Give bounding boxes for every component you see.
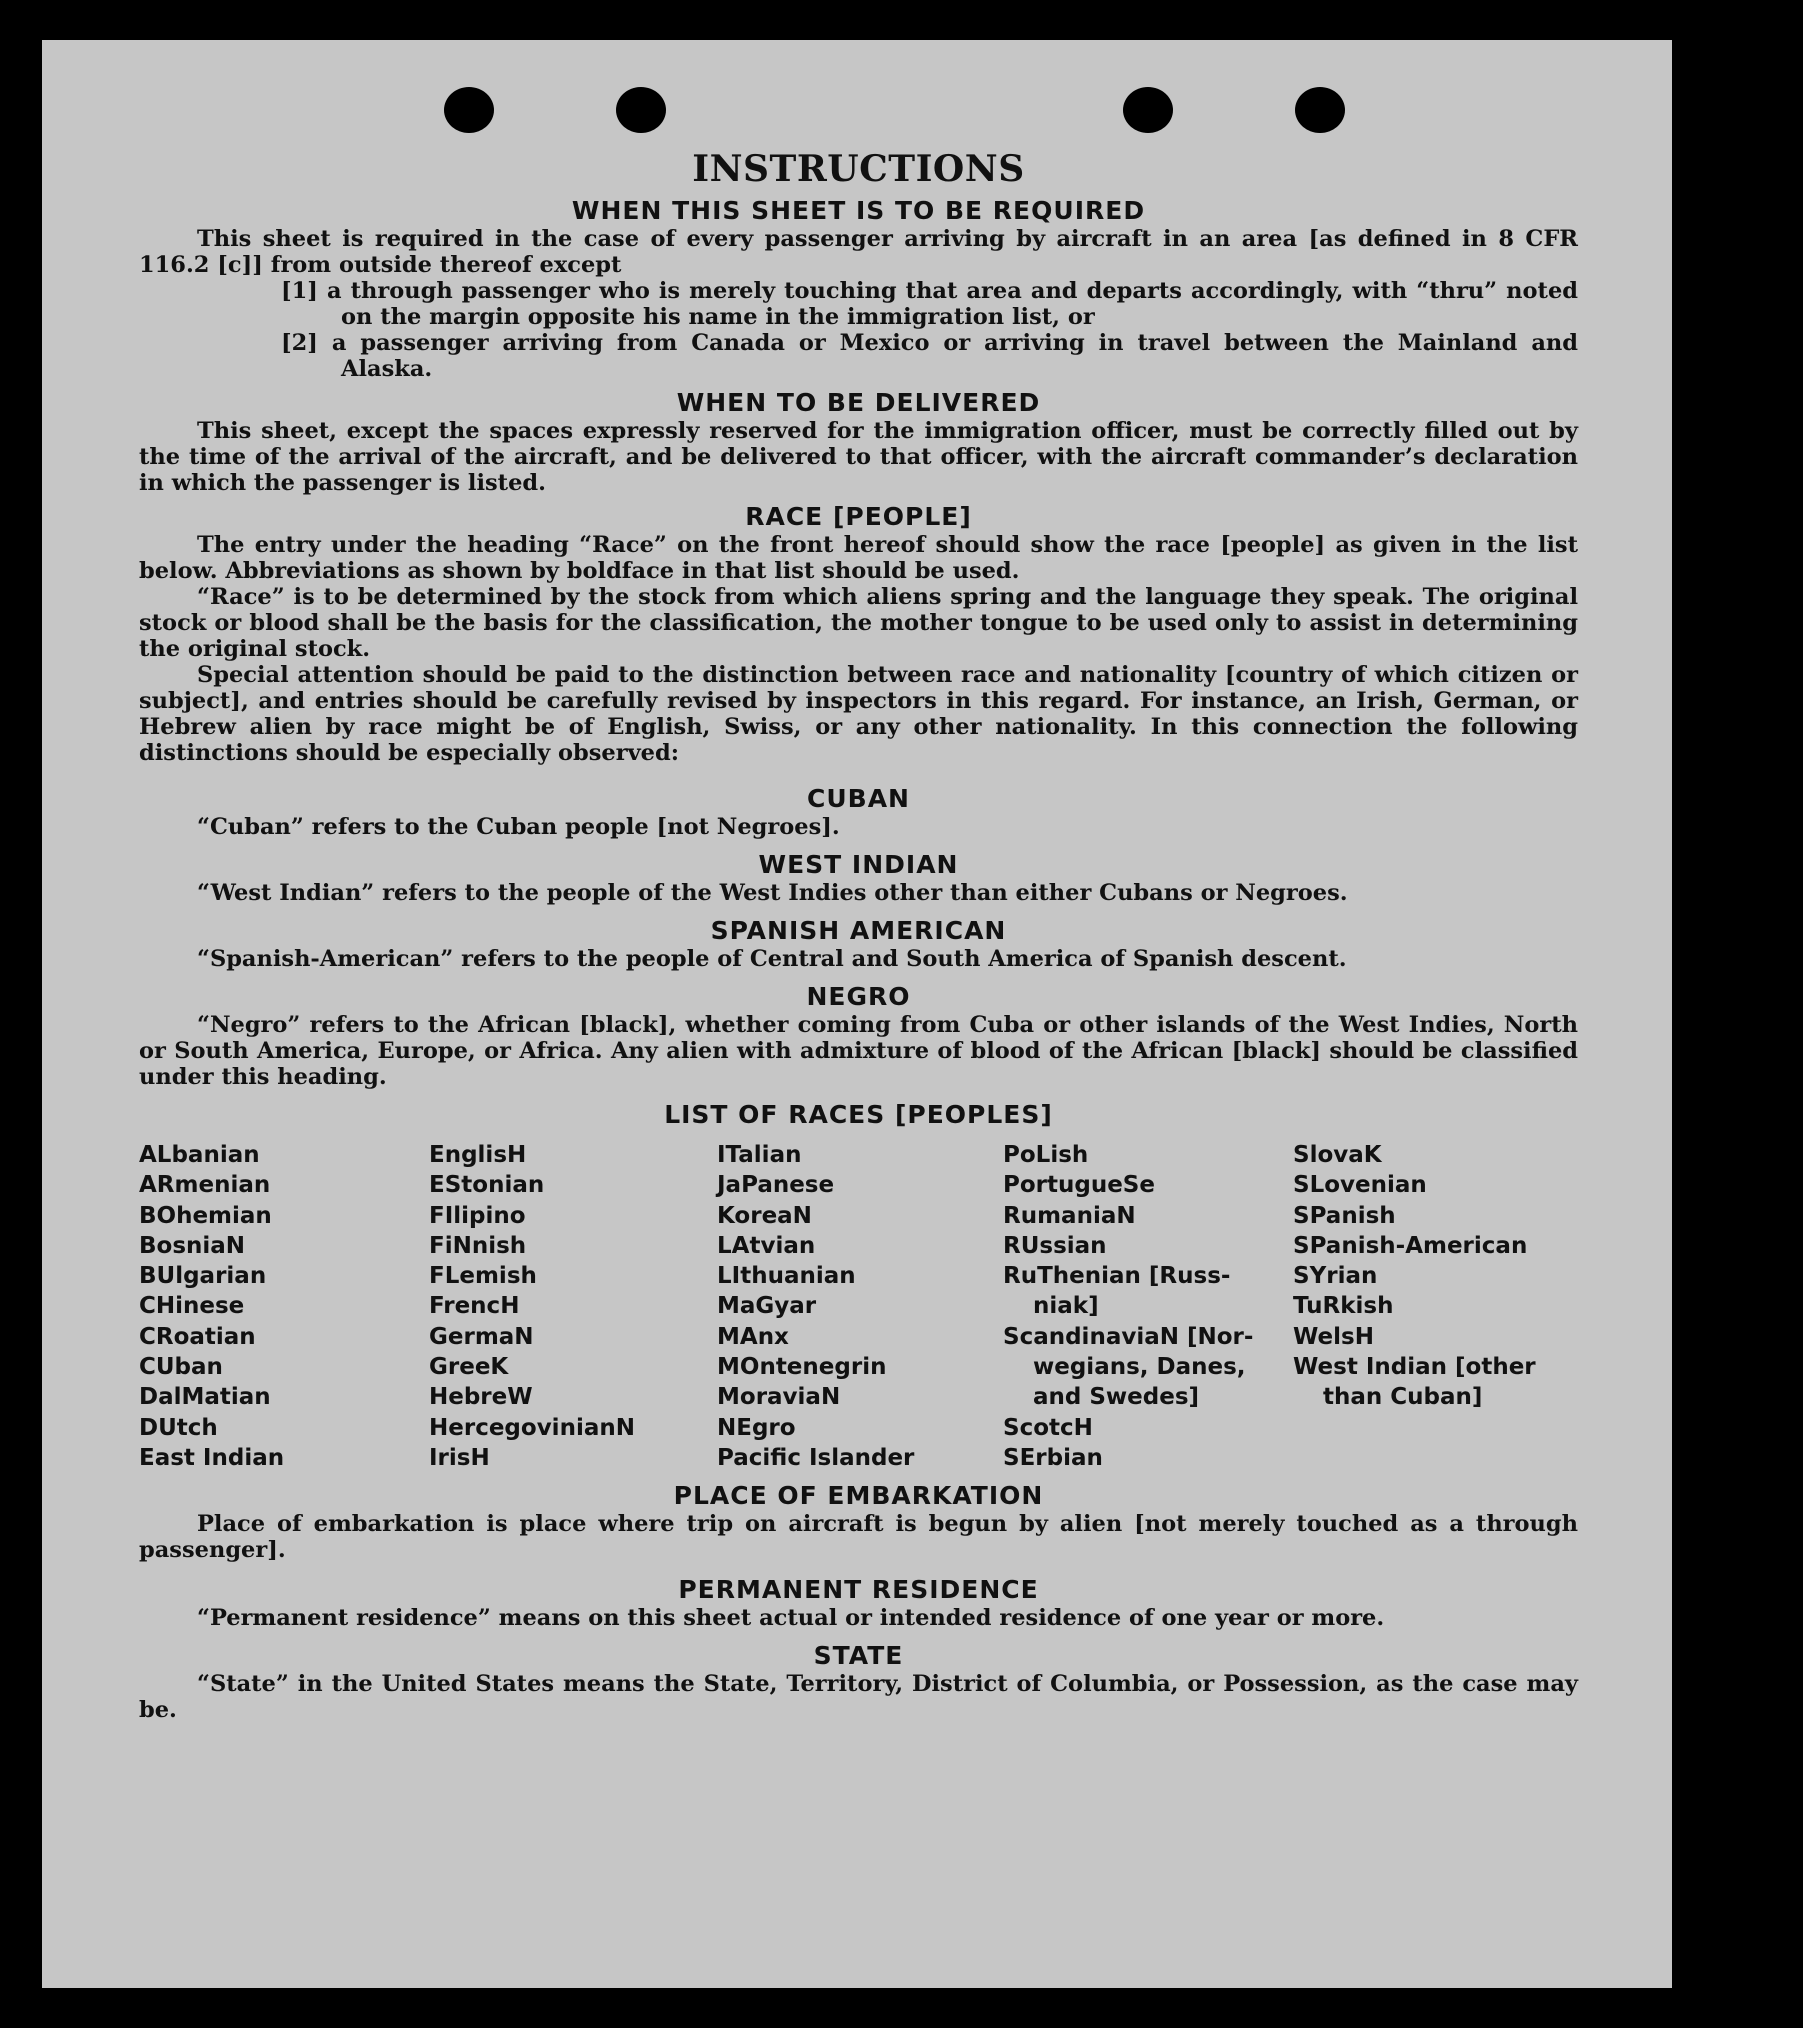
heading-state: STATE: [813, 1641, 904, 1671]
race-item: SErbian: [1003, 1444, 1103, 1471]
embarkation-text: Place of embarkation is place where trip on aircraft is begun by alien [not merely touched as a through passenger].: [139, 1511, 1578, 1564]
race-item: DalMatian: [139, 1384, 271, 1411]
race-item: EnglisH: [429, 1142, 527, 1168]
race-item: NEgro: [717, 1414, 796, 1441]
race-item: FiNnish: [429, 1232, 527, 1259]
race-item: and Swedes]: [1033, 1384, 1200, 1411]
race-item: CRoatian: [139, 1323, 256, 1350]
race-item: LIthuanian: [717, 1263, 856, 1290]
required-item-1: [1] a through passenger who is merely touching that area and departs accordingly, with “thru” noted on the margin opposite his name in the immigration list, or: [281, 278, 1578, 330]
race-item: HebreW: [429, 1384, 533, 1411]
race-item: ScandinaviaN [Nor-: [1003, 1323, 1254, 1350]
race-item: RUssian: [1003, 1232, 1107, 1259]
race-item: KoreaN: [717, 1202, 812, 1229]
race-item: RuThenian [Russ-: [1003, 1263, 1231, 1290]
instructions-body: [139, 148, 1578, 1723]
race-item: FIlipino: [429, 1202, 526, 1229]
race-item: MaGyar: [717, 1293, 817, 1320]
state-text: “State” in the United States means the State, Territory, District of Columbia, or Possession, as the case may be.: [139, 1671, 1578, 1724]
page-title: INSTRUCTIONS: [692, 148, 1025, 190]
race-item: ALbanian: [139, 1142, 260, 1168]
cuban-text: “Cuban” refers to the Cuban people [not Negroes].: [197, 814, 840, 840]
race-item: BOhemian: [139, 1202, 272, 1229]
race-item: SLovenian: [1293, 1172, 1427, 1199]
permanent-residence-text: “Permanent residence” means on this sheet actual or intended residence of one year or more.: [197, 1605, 1385, 1632]
required-intro: This sheet is required in the case of every passenger arriving by aircraft in an area [as defined in 8 CFR 116.2 [c]] from outside thereof except: [139, 226, 1578, 278]
race-item: BUlgarian: [139, 1263, 267, 1290]
race-column-1: [139, 1140, 429, 1473]
race-item: SYrian: [1293, 1263, 1378, 1290]
punch-hole: [444, 87, 494, 133]
race-column-4: [1003, 1140, 1293, 1473]
race-item: TuRkish: [1293, 1293, 1394, 1320]
race-item: CHinese: [139, 1293, 245, 1320]
heading-list-of-races: LIST OF RACES [PEOPLES]: [664, 1100, 1053, 1129]
race-item: SPanish: [1293, 1202, 1396, 1229]
race-item: wegians, Danes,: [1033, 1354, 1246, 1381]
race-item: GermaN: [429, 1323, 534, 1350]
race-item: ITalian: [717, 1142, 802, 1168]
race-item: GreeK: [429, 1354, 509, 1381]
heading-west-indian: WEST INDIAN: [758, 850, 959, 879]
race-item: CUban: [139, 1354, 223, 1381]
race-item: FLemish: [429, 1263, 537, 1290]
race-item: DUtch: [139, 1414, 218, 1441]
race-column-5: [1293, 1140, 1578, 1473]
race-item: SPanish-American: [1293, 1232, 1528, 1259]
spanish-american-text: “Spanish-American” refers to the people of Central and South America of Spanish descent.: [197, 946, 1347, 972]
required-item-2: [2] a passenger arriving from Canada or Mexico or arriving in travel between the Mainland and Alaska.: [281, 330, 1578, 382]
race-item: FrencH: [429, 1293, 520, 1320]
race-item: WelsH: [1293, 1323, 1374, 1350]
heading-embarkation: PLACE OF EMBARKATION: [673, 1481, 1044, 1511]
race-item: West Indian [other: [1293, 1354, 1536, 1381]
race-item: than Cuban]: [1323, 1384, 1483, 1411]
punch-hole: [1295, 87, 1345, 133]
heading-spanish-american: SPANISH AMERICAN: [710, 916, 1007, 945]
race-item: LAtvian: [717, 1232, 816, 1259]
race-list: [139, 1140, 1578, 1473]
race-item: RumaniaN: [1003, 1202, 1136, 1229]
race-paragraph-3: Special attention should be paid to the distinction between race and nationality [country of which citizen or subject], and entries should be carefully revised by inspectors in this regard. For instance, an Irish, German, or Hebrew alien by race might be of English, Swiss, or any other nationality. In this connection the following distinctions should be especially observed:: [139, 662, 1578, 766]
race-item: BosniaN: [139, 1232, 246, 1259]
delivered-text: This sheet, except the spaces expressly reserved for the immigration officer, must be correctly filled out by the time of the arrival of the aircraft, and be delivered to that officer, with the aircraft commander’s declaration in which the passenger is listed.: [139, 418, 1578, 496]
document-sheet: [42, 40, 1672, 1988]
negro-text: “Negro” refers to the African [black], whether coming from Cuba or other islands of the West Indies, North or South America, Europe, or Africa. Any alien with admixture of blood of the African [black] should be classified under this heading.: [139, 1012, 1578, 1090]
race-item: MoraviaN: [717, 1384, 841, 1411]
heading-race: RACE [PEOPLE]: [745, 502, 972, 531]
heading-required: WHEN THIS SHEET IS TO BE REQUIRED: [571, 196, 1146, 225]
race-item: ARmenian: [139, 1172, 271, 1199]
race-paragraph-2: “Race” is to be determined by the stock from which aliens spring and the language they speak. The original stock or blood shall be the basis for the classification, the mother tongue to be used only to assist in determining the original stock.: [139, 584, 1578, 662]
heading-delivered: WHEN TO BE DELIVERED: [676, 388, 1041, 417]
race-item: East Indian: [139, 1444, 285, 1471]
west-indian-text: “West Indian” refers to the people of the West Indies other than either Cubans or Negroes.: [197, 880, 1348, 906]
race-item: EStonian: [429, 1172, 545, 1199]
race-item: SlovaK: [1293, 1142, 1382, 1168]
race-item: PoLish: [1003, 1142, 1089, 1168]
race-column-3: [717, 1140, 1003, 1473]
heading-negro: NEGRO: [806, 982, 911, 1011]
heading-cuban: CUBAN: [807, 784, 910, 813]
race-item: Pacific Islander: [717, 1444, 915, 1471]
race-item: ScotcH: [1003, 1414, 1093, 1441]
heading-permanent-residence: PERMANENT RESIDENCE: [678, 1575, 1039, 1605]
punch-hole: [616, 87, 666, 133]
race-paragraph-1: The entry under the heading “Race” on the front hereof should show the race [people] as given in the list below. Abbreviations as shown by boldface in that list should be used.: [139, 532, 1578, 584]
race-item: MAnx: [717, 1323, 789, 1350]
punch-hole: [1123, 87, 1173, 133]
race-item: IrisH: [429, 1444, 490, 1471]
race-item: MOntenegrin: [717, 1354, 887, 1381]
race-item: JaPanese: [717, 1172, 835, 1199]
race-item: HercegovinianN: [429, 1414, 635, 1441]
race-item: PortugueSe: [1003, 1172, 1155, 1199]
race-item: niak]: [1033, 1293, 1099, 1320]
race-column-2: [429, 1140, 717, 1473]
